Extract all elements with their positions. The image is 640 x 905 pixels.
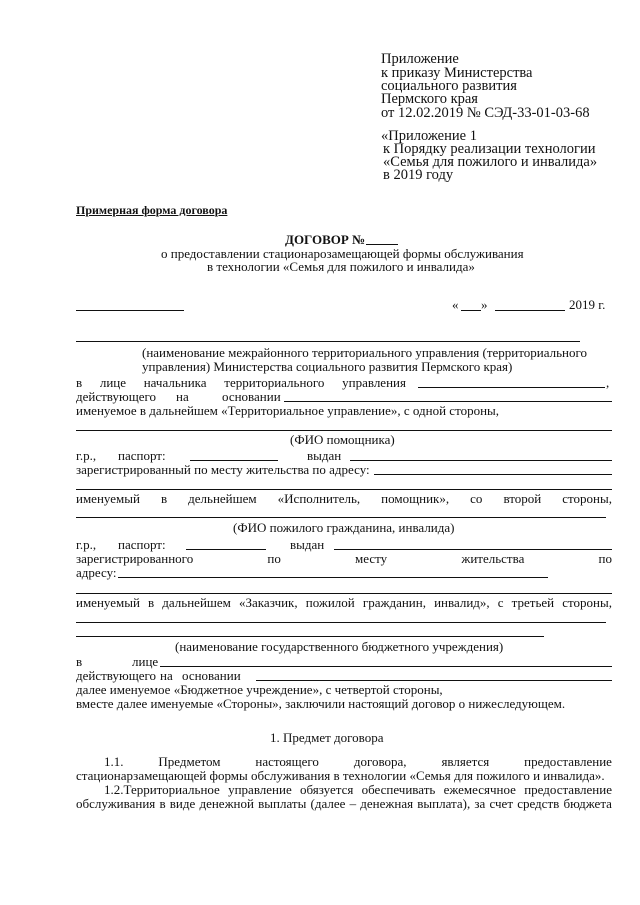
- customer-word: именуемый: [76, 595, 140, 610]
- clause-1-2-line-2: [76, 797, 612, 810]
- elderly-address-blank-2: [76, 593, 612, 594]
- in-face-word: управления: [342, 375, 406, 390]
- appendix-line-3: социального развития: [381, 78, 517, 94]
- contract-title: ДОГОВОР №: [285, 232, 366, 247]
- in-face-word: лице: [99, 375, 127, 390]
- executor-word: в: [160, 491, 168, 506]
- date-day-blank: [461, 310, 481, 311]
- executor-word: помощник»,: [381, 491, 450, 506]
- acting-word: действующего: [76, 389, 156, 404]
- parties-named: вместе далее именуемые «Стороны», заключили настоящий договор о нижеследующем.: [76, 696, 566, 711]
- contract-subtitle-2: в технологии «Семья для пожилого и инвалида»: [207, 259, 475, 274]
- clause-word: за: [474, 796, 486, 811]
- executor-word: именуемый: [76, 491, 140, 506]
- customer-word: «Заказчик,: [239, 595, 298, 610]
- date-month-blank: [495, 310, 565, 311]
- elderly-name-blank: [76, 517, 606, 518]
- in-face-short-2: лице: [132, 654, 159, 669]
- basis-blank-2: [256, 680, 612, 681]
- acting-basis: основании: [222, 389, 281, 404]
- customer-line: [76, 596, 612, 609]
- clause-word: выплаты: [258, 796, 307, 811]
- passport-label: паспорт:: [118, 448, 166, 463]
- in-face-word: в: [76, 375, 83, 390]
- clause-word: обеспечивать: [361, 782, 436, 797]
- contract-number-blank: [366, 244, 398, 245]
- address-blank-2: [76, 489, 612, 490]
- appendix-line-5: от 12.02.2019 № СЭД-33-01-03-68: [381, 105, 590, 121]
- institution-caption: (наименование государственного бюджетного учреждения): [175, 639, 504, 654]
- in-face-word: начальника: [143, 375, 207, 390]
- customer-word: гражданин,: [362, 595, 426, 610]
- clause-word: денежной: [199, 796, 254, 811]
- customer-word: стороны,: [562, 595, 612, 610]
- registered-word: жительства: [461, 551, 525, 566]
- issued-label-2: выдан: [290, 537, 325, 552]
- clause-word: в: [159, 796, 166, 811]
- appendix-line-4: Пермского края: [381, 91, 478, 107]
- in-face-line: [76, 376, 406, 389]
- acting-basis-2: основании: [182, 668, 241, 683]
- territorial-caption-2: управления) Министерства социального развития Пермского края): [142, 359, 513, 374]
- acting-word-2: действующего: [76, 668, 156, 683]
- clause-word: денежная: [360, 796, 414, 811]
- customer-word: с: [497, 595, 504, 610]
- appendix-quote-line-4: в 2019 году: [383, 167, 454, 183]
- acting-on: на: [176, 389, 189, 404]
- territorial-name-blank: [76, 341, 580, 342]
- assistant-caption: (ФИО помощника): [290, 432, 395, 447]
- clause-1-1-line-2: стационарзамещающей формы обслуживания в технологии «Семья для пожилого и инвалида».: [76, 768, 605, 783]
- executor-word: «Исполнитель,: [277, 491, 361, 506]
- clause-word: виде: [169, 796, 196, 811]
- appendix-line-1: Приложение: [381, 51, 459, 67]
- elderly-caption: (ФИО пожилого гражданина, инвалида): [233, 520, 455, 535]
- customer-word: в: [148, 595, 155, 610]
- executor-word: дельнейшем: [188, 491, 257, 506]
- in-face-comma: ,: [606, 375, 610, 390]
- clause-word: ежемесячное: [443, 782, 516, 797]
- clause-word: договора,: [353, 754, 407, 769]
- clause-word: –: [349, 796, 357, 811]
- appendix-line-2: к приказу Министерства: [381, 65, 533, 81]
- executor-line: [76, 492, 612, 505]
- customer-word: пожилой: [305, 595, 355, 610]
- clause-word: 1.1.: [104, 754, 124, 769]
- registered-word: зарегистрированного: [76, 551, 194, 566]
- executor-word: стороны,: [562, 491, 612, 506]
- registered-word: месту: [355, 551, 388, 566]
- date-year: 2019 г.: [569, 297, 606, 312]
- elderly-address-blank-1: [118, 577, 548, 578]
- passport-blank: [190, 460, 278, 461]
- place-blank: [76, 310, 184, 311]
- executor-word: со: [470, 491, 483, 506]
- clause-word: управление: [228, 782, 292, 797]
- head-name-blank: [418, 387, 605, 388]
- issued-label: выдан: [307, 448, 342, 463]
- registered-word: по: [598, 551, 612, 566]
- institution-blank-2: [76, 636, 544, 637]
- contract-subtitle-1: о предоставлении стационарозамещающей формы обслуживания: [161, 246, 524, 261]
- clause-word: настоящего: [255, 754, 319, 769]
- citizen-abbr: г.р.,: [76, 448, 97, 463]
- clause-word: выплата),: [417, 796, 471, 811]
- registered-word: по: [267, 551, 281, 566]
- clause-word: бюджета: [563, 796, 612, 811]
- basis-blank-1: [284, 401, 612, 402]
- clause-word: является: [441, 754, 490, 769]
- in-face-word: территориального: [224, 375, 325, 390]
- address-label: адресу:: [76, 565, 117, 580]
- appendix-quote-line-1: «Приложение 1: [381, 128, 477, 144]
- address-blank-1: [374, 474, 612, 475]
- appendix-quote-line-3: «Семья для пожилого и инвалида»: [383, 154, 598, 170]
- territorial-named: именуемое в дальнейшем «Территориальное управление», с одной стороны,: [76, 403, 500, 418]
- issued-blank: [350, 460, 612, 461]
- registered-address-label: зарегистрированный по месту жительства по адресу:: [76, 462, 370, 477]
- section-1-title: 1. Предмет договора: [270, 730, 384, 745]
- clause-word: обязуется: [300, 782, 354, 797]
- registered-line: [76, 552, 612, 565]
- institution-head-blank: [160, 666, 612, 667]
- assistant-name-line: [76, 430, 612, 431]
- executor-word: второй: [503, 491, 542, 506]
- in-face-short-1: в: [76, 654, 83, 669]
- clause-word: счет: [489, 796, 513, 811]
- acting-on-2: на: [160, 668, 173, 683]
- clause-word: предоставление: [524, 782, 612, 797]
- customer-word: дальнейшем: [162, 595, 231, 610]
- clause-1-2-line-1: [104, 783, 612, 796]
- date-quote-open: «: [452, 297, 459, 312]
- customer-word: инвалид»,: [434, 595, 490, 610]
- date-quote-close: »: [481, 297, 488, 312]
- clause-word: Предметом: [158, 754, 221, 769]
- clause-word: обслуживания: [76, 796, 156, 811]
- issued-blank-2: [334, 549, 612, 550]
- clause-word: (далее: [310, 796, 346, 811]
- passport-label-2: паспорт:: [118, 537, 166, 552]
- territorial-caption-1: (наименование межрайонного территориального управления (территориального: [142, 345, 587, 360]
- customer-word: третьей: [511, 595, 555, 610]
- clause-word: 1.2.Территориальное: [104, 782, 220, 797]
- clause-word: предоставление: [524, 754, 612, 769]
- passport-blank-2: [186, 549, 266, 550]
- form-label: Примерная форма договора: [76, 203, 228, 217]
- appendix-quote-line-2: к Порядку реализации технологии: [383, 141, 596, 157]
- citizen-abbr-2: г.р.,: [76, 537, 97, 552]
- clause-1-1-line-1: [104, 755, 612, 768]
- institution-blank-1: [76, 622, 606, 623]
- budget-named: далее именуемое «Бюджетное учреждение», с четвертой стороны,: [76, 682, 443, 697]
- clause-word: средств: [517, 796, 560, 811]
